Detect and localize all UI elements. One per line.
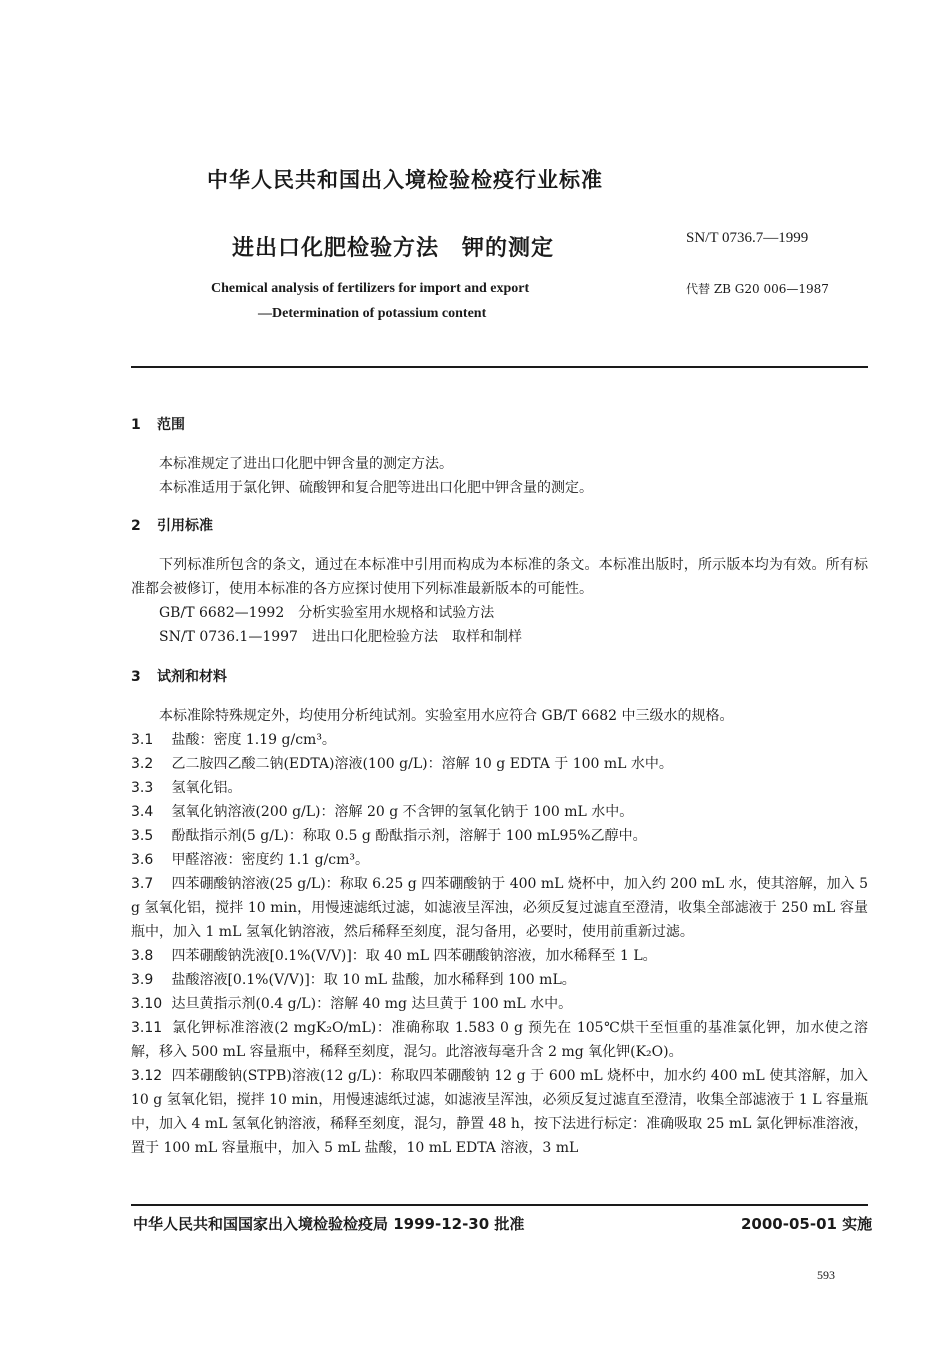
item-3-10 [131, 992, 868, 1016]
item-number: 3.7 [131, 876, 154, 892]
section-1-paragraph-2: 本标准适用于氯化钾、硫酸钾和复合肥等进出口化肥中钾含量的测定。 [159, 480, 593, 496]
item-text: 盐酸：密度 1.19 g/cm³。 [171, 732, 336, 748]
section-3-intro: 本标准除特殊规定外，均使用分析纯试剂。实验室用水应符合 GB/T 6682 中三级水的规格。 [159, 708, 734, 724]
section-1-number: 1 [131, 417, 141, 433]
footer-divider [131, 1204, 868, 1206]
item-3-8 [131, 944, 868, 968]
item-3-9 [131, 968, 868, 992]
item-text: 四苯硼酸钠(STPB)溶液(12 g/L)：称取四苯硼酸钠 12 g 于 600 mL 烧杯中，加水约 400 mL 使其溶解，加入 10 g 氢氧化铝，搅拌 10 min，用慢速滤纸过滤，如滤液呈浑浊，必须反复过滤直至澄清，收集全部滤液于 1 L 容量瓶中，加入 4 mL 氢氧化钠溶液，稀释至刻度，混匀，静置 48 h，按下法进行标定：准确吸取 25 mL 氯化钾标准溶液，置于 100 mL 容量瓶中，加入 5 mL 盐酸，10 mL EDTA 溶液，3 mL [131, 1068, 869, 1156]
english-title-line-1: Chemical analysis of fertilizers for import and export [211, 281, 530, 296]
replaces-standard: 代替 ZB G20 006—1987 [686, 282, 829, 296]
section-3-heading [131, 666, 227, 686]
item-text: 氢氧化钠溶液(200 g/L)：溶解 20 g 不含钾的氢氧化钠于 100 mL 水中。 [171, 804, 634, 820]
item-number: 3.8 [131, 948, 154, 964]
item-3-11 [131, 1016, 868, 1064]
item-text: 达旦黄指示剂(0.4 g/L)：溶解 40 mg 达旦黄于 100 mL 水中。 [171, 996, 573, 1012]
item-text: 盐酸溶液[0.1%(V/V)]：取 10 mL 盐酸，加水稀释到 100 mL。 [171, 972, 576, 988]
reference-gbt-6682: GB/T 6682—1992 分析实验室用水规格和试验方法 [159, 605, 495, 621]
section-2-body [131, 553, 868, 649]
section-2-paragraph: 下列标准所包含的条文，通过在本标准中引用而构成为本标准的条文。本标准出版时，所示版本均为有效。所有标准都会被修订，使用本标准的各方应探讨使用下列标准最新版本的可能性。 [131, 557, 868, 597]
item-number: 3.4 [131, 804, 154, 820]
item-text: 酚酞指示剂(5 g/L)：称取 0.5 g 酚酞指示剂，溶解于 100 mL95%乙醇中。 [171, 828, 647, 844]
section-1-body [131, 452, 868, 500]
section-2-heading [131, 515, 213, 535]
item-number: 3.12 [131, 1068, 163, 1084]
item-3-3 [131, 776, 868, 800]
section-3-body [131, 704, 868, 1160]
page-number: 593 [817, 1268, 835, 1282]
item-number: 3.10 [131, 996, 163, 1012]
item-number: 3.3 [131, 780, 154, 796]
item-3-2 [131, 752, 868, 776]
section-1-heading [131, 414, 185, 434]
item-3-7 [131, 872, 868, 944]
section-1-title: 范围 [157, 417, 185, 433]
header-divider [131, 366, 868, 368]
standard-number: SN/T 0736.7—1999 [686, 230, 809, 246]
item-number: 3.5 [131, 828, 154, 844]
section-1-paragraph-1: 本标准规定了进出口化肥中钾含量的测定方法。 [159, 456, 453, 472]
section-3-title: 试剂和材料 [157, 669, 227, 685]
english-title-line-2: —Determination of potassium content [258, 306, 487, 321]
item-text: 乙二胺四乙酸二钠(EDTA)溶液(100 g/L)：溶解 10 g EDTA 于 100 mL 水中。 [171, 756, 673, 772]
section-3-number: 3 [131, 669, 141, 685]
item-3-1 [131, 728, 868, 752]
item-3-4 [131, 800, 868, 824]
item-text: 甲醛溶液：密度约 1.1 g/cm³。 [171, 852, 370, 868]
section-2-number: 2 [131, 518, 141, 534]
document-title: 进出口化肥检验方法 钾的测定 [232, 236, 555, 261]
item-text: 氢氧化铝。 [171, 780, 242, 796]
implementation-date: 2000-05-01 实施 [741, 1215, 873, 1233]
organization-title: 中华人民共和国出入境检验检疫行业标准 [207, 168, 603, 192]
item-text: 氯化钾标准溶液(2 mgK₂O/mL)：准确称取 1.583 0 g 预先在 105℃烘干至恒重的基准氯化钾，加水使之溶解，移入 500 mL 容量瓶中，稀释至刻度，混匀。此溶液每毫升含 2 mg 氧化钾(K₂O)。 [131, 1020, 869, 1060]
item-3-12 [131, 1064, 868, 1160]
item-number: 3.2 [131, 756, 154, 772]
item-3-6 [131, 848, 868, 872]
item-number: 3.1 [131, 732, 154, 748]
item-number: 3.11 [131, 1020, 163, 1036]
item-number: 3.6 [131, 852, 154, 868]
section-2-title: 引用标准 [157, 518, 213, 534]
item-text: 四苯硼酸钠洗液[0.1%(V/V)]：取 40 mL 四苯硼酸钠溶液，加水稀释至 1 L。 [171, 948, 657, 964]
item-3-5 [131, 824, 868, 848]
item-text: 四苯硼酸钠溶液(25 g/L)：称取 6.25 g 四苯硼酸钠于 400 mL 烧杯中，加入约 200 mL 水，使其溶解，加入 5 g 氢氧化铝，搅拌 10 min，用慢速滤纸过滤，如滤液呈浑浊，必须反复过滤直至澄清，收集全部滤液于 250 mL 容量瓶中，加入 1 mL 氢氧化钠溶液，然后稀释至刻度，混匀备用，必要时，使用前重新过滤。 [131, 876, 869, 940]
reference-snt-0736-1: SN/T 0736.1—1997 进出口化肥检验方法 取样和制样 [159, 629, 522, 645]
approval-statement: 中华人民共和国国家出入境检验检疫局 1999-12-30 批准 [133, 1215, 525, 1233]
item-number: 3.9 [131, 972, 154, 988]
